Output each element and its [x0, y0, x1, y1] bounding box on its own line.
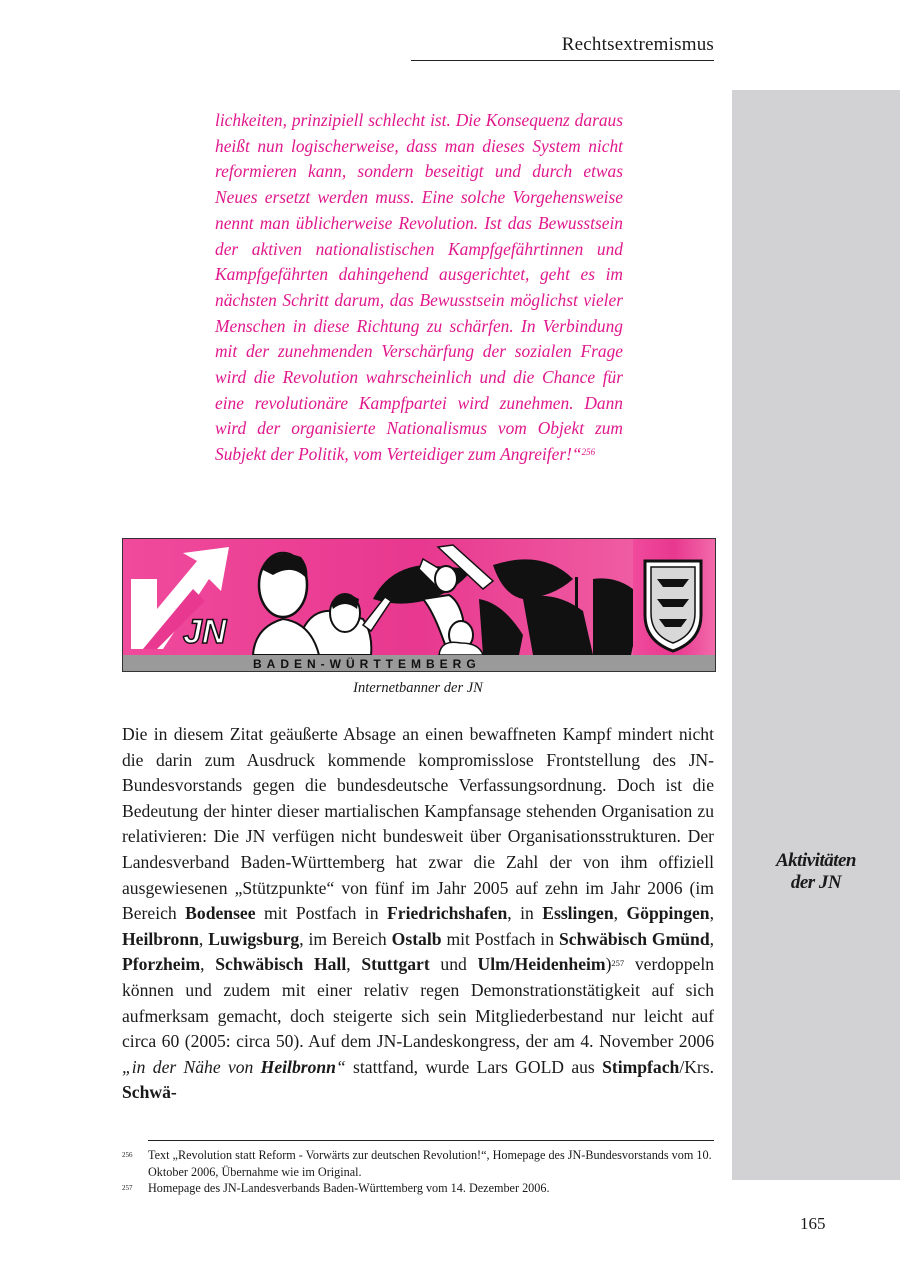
- text-run: verdoppeln können und zudem mit einer relativ regen Demonstrationstätigkeit auf sich aufmerksam gemacht, doch steigerte sich sein Mitgliederbestand nur leicht auf circa 60 (2005: circa 50). Auf dem JN-Landeskongress, der am 4. November 2006: [122, 954, 715, 1052]
- body-paragraph: [122, 722, 714, 1106]
- page-number: 165: [800, 1214, 826, 1233]
- place-name: Esslingen: [542, 903, 614, 924]
- margin-sidebar: [732, 90, 900, 1180]
- text-run: mit Postfach in: [441, 928, 559, 949]
- italic-run: “: [335, 1056, 346, 1077]
- jn-banner-image: [122, 538, 716, 672]
- footnote-number: 256: [122, 1151, 133, 1159]
- place-name: Heilbronn: [122, 928, 199, 949]
- place-name: Schwäbisch Hall: [215, 954, 347, 975]
- italic-run: „in der Nähe von: [122, 1056, 261, 1077]
- text-run: ): [605, 954, 612, 975]
- place-name: Stuttgart: [361, 954, 430, 975]
- text-run: , in: [507, 903, 543, 924]
- text-run: mit Postfach in: [255, 903, 388, 924]
- footnote-rule: [148, 1140, 714, 1141]
- text-run: stattfand, wurde Lars GOLD aus: [345, 1056, 603, 1077]
- place-name: Pforzheim: [122, 954, 201, 975]
- place-name: Friedrichshafen: [387, 903, 508, 924]
- logo-text: JN: [183, 613, 227, 651]
- place-name: Ostalb: [391, 928, 442, 949]
- place-name: Heilbronn: [260, 1056, 336, 1077]
- text-run: ,: [709, 928, 715, 949]
- text-run: , im Bereich: [299, 928, 392, 949]
- footnote-256: [122, 1147, 714, 1180]
- quote-text: lichkeiten, prinzipiell schlecht ist. Die Konsequenz daraus heißt nun logischerweise, dass man dieses System nicht reformieren kann, sondern beseitigt und durch etwas Neues ersetzt werden muss. Eine solche Vorgehensweise nennt man üblicherweise Revolution. Ist das Bewusstsein der aktiven nationalistischen Kampfgefährtinnen und Kampfgefährten dahingehend ausgerichtet, geht es im nächsten Schritt darum, das Bewusstsein möglichst vieler Menschen in diese Richtung zu schärfen. In Verbindung mit der zunehmenden Verschärfung der sozialen Frage wird die Revolution wahrscheinlich und die Chance für eine revolutionäre Kampfpartei wird zunehmen. Dann wird der organisierte Nationalismus vom Objekt zum Subjekt der Politik, vom Verteidiger zum Angreifer!“: [215, 110, 623, 465]
- banner-graphic: [123, 539, 715, 671]
- text-run: ,: [346, 954, 362, 975]
- quote-paragraph: [215, 108, 623, 468]
- text-run: ,: [613, 903, 627, 924]
- text-run: und: [429, 954, 478, 975]
- margin-note-line-1: Aktivitäten: [776, 850, 856, 871]
- place-name: Göppingen: [626, 903, 710, 924]
- place-name: Schwäbisch Gmünd: [558, 928, 710, 949]
- header-rule: [411, 60, 714, 61]
- footnote-number: 257: [122, 1184, 133, 1192]
- footnote-ref-257: 257: [611, 958, 625, 969]
- text-run: ,: [709, 903, 714, 924]
- footnote-text: Text „Revolution statt Reform - Vorwärts zur deutschen Revolution!“, Homepage des JN-Bundesvorstands vom 10. Oktober 2006, Übernahme wie im Original.: [148, 1148, 712, 1179]
- running-header: Rechtsextremismus: [561, 34, 714, 55]
- footnotes: [122, 1147, 714, 1197]
- text-run: ,: [200, 954, 216, 975]
- banner-region-label: BADEN-WÜRTTEMBERG: [253, 657, 481, 671]
- place-name: Ulm/Heidenheim: [477, 954, 606, 975]
- place-name: Luwigsburg: [208, 928, 300, 949]
- footnote-257: [122, 1180, 714, 1197]
- margin-note: [736, 850, 896, 894]
- text-run: ,: [198, 928, 209, 949]
- footnote-text: Homepage des JN-Landesverbands Baden-Württemberg vom 14. Dezember 2006.: [148, 1181, 550, 1195]
- place-name: Bodensee: [185, 903, 256, 924]
- text-run: /Krs.: [679, 1056, 715, 1077]
- footnote-ref-256: 256: [581, 447, 596, 458]
- margin-note-line-2: der JN: [790, 872, 842, 893]
- quote-block: [215, 108, 623, 468]
- text-run: Die in diesem Zitat geäußerte Absage an einen bewaffneten Kampf mindert nicht die darin zum Ausdruck kommende kompromisslose Frontstellung des JN-Bundesvorstands gegen die bundesdeutsche Verfassungsordnung. Doch ist die Bedeutung der hinter dieser martialischen Kampfansage stehenden Organisation zu relativieren: Die JN verfügen nicht bundesweit über Organisationsstrukturen. Der Landesverband Baden-Württemberg hat zwar die Zahl der von ihm offiziell ausgewiesenen „Stützpunkte“ von fünf im Jahr 2005 auf zehn im Jahr 2006 (im Bereich: [122, 724, 714, 924]
- body-paragraph-text: [122, 722, 714, 1106]
- coat-of-arms: [633, 539, 715, 655]
- figure-caption: Internetbanner der JN: [353, 680, 483, 696]
- place-name: Schwä-: [122, 1082, 177, 1103]
- place-name: Stimpfach: [602, 1056, 680, 1077]
